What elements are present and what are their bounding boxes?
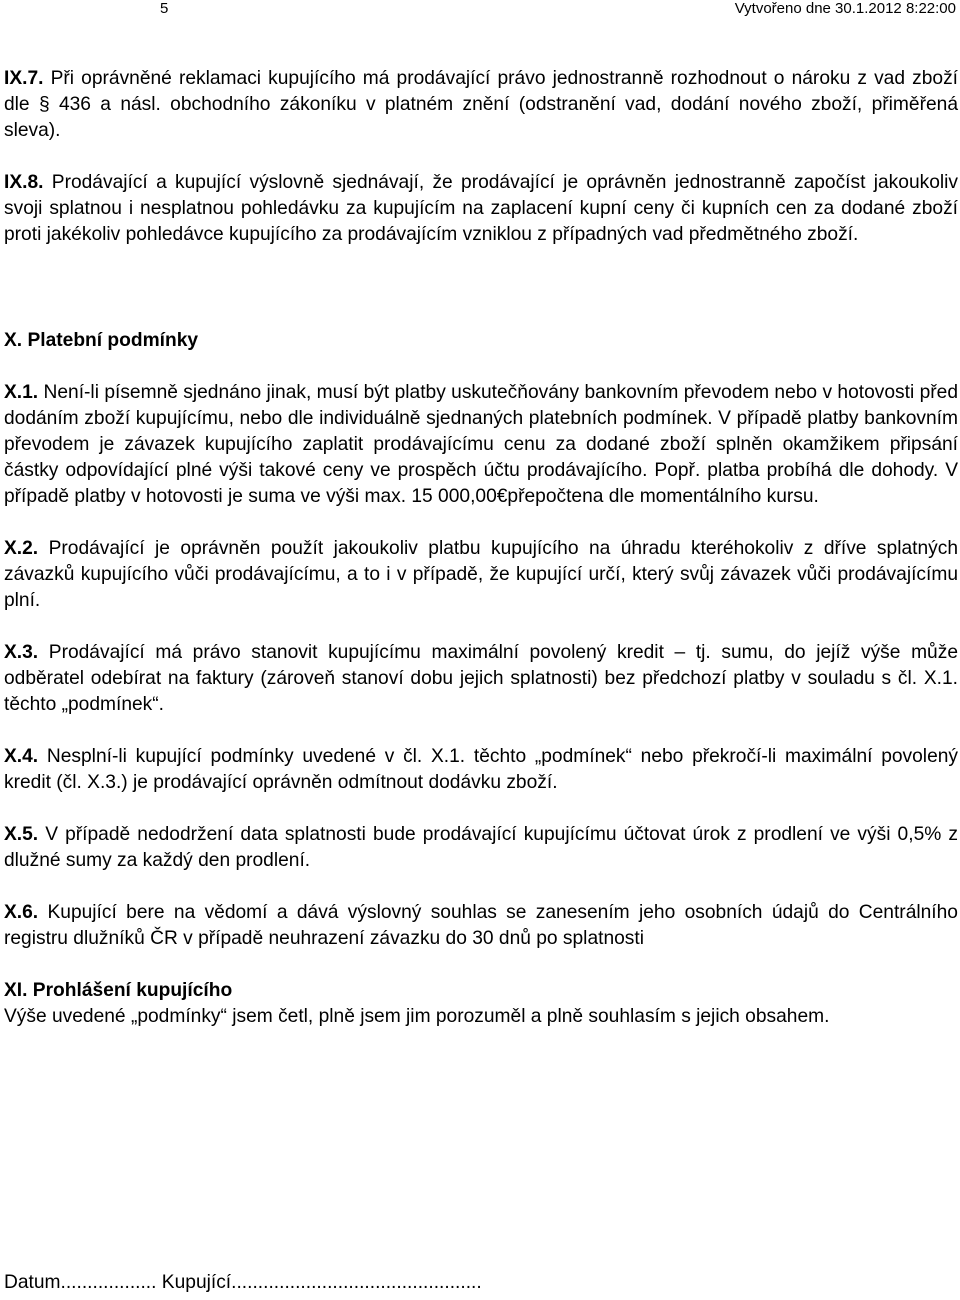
paragraph-x-3 (4, 640, 958, 718)
paragraph-text: Kupující bere na vědomí a dává výslovný souhlas se zanesením jeho osobních údajů do Centrálního registru dlužníků ČR v případě neuhrazení závazku do 30 dnů po splatnosti (4, 902, 958, 949)
paragraph-label: IX.7. (4, 68, 44, 89)
created-date: Vytvořeno dne 30.1.2012 8:22:00 (734, 0, 956, 17)
paragraph-ix-8 (4, 170, 958, 248)
paragraph-text: V případě nedodržení data splatnosti bude prodávající kupujícímu účtovat úrok z prodlení ve výši 0,5% z dlužné sumy za každý den prodlení. (4, 824, 958, 871)
section-heading-xi: XI. Prohlášení kupujícího (4, 980, 233, 1001)
paragraph-x-4 (4, 744, 958, 796)
section-heading-x: X. Platební podmínky (4, 330, 199, 351)
paragraph-xi: Výše uvedené „podmínky“ jsem četl, plně jsem jim porozuměl a plně souhlasím s jejich obsahem. (4, 1006, 830, 1027)
paragraph-x-6 (4, 900, 958, 952)
paragraph-label: X.6. (4, 902, 39, 923)
paragraph-label: X.4. (4, 746, 39, 767)
document-body (4, 66, 958, 1030)
page-header (0, 0, 960, 24)
paragraph-x-2 (4, 536, 958, 614)
paragraph-ix-7 (4, 66, 958, 144)
page-number: 5 (160, 0, 169, 17)
paragraph-label: X.5. (4, 824, 39, 845)
signature-line: Datum.................. Kupující............................................... (4, 1272, 482, 1293)
paragraph-x-5 (4, 822, 958, 874)
paragraph-label: IX.8. (4, 172, 44, 193)
paragraph-text: Při oprávněné reklamaci kupujícího má prodávající právo jednostranně rozhodnout o nároku z vad zboží dle § 436 a násl. obchodního zákoníku v platném znění (odstranění vad, dodání nového zboží, přiměřená sleva). (4, 68, 958, 141)
paragraph-text: Prodávající má právo stanovit kupujícímu maximální povolený kredit – tj. sumu, do jejíž výše může odběratel odebírat na faktury (zároveň stanoví dobu jejich splatnosti) bez předchozí platby v souladu s čl. X.1. těchto „podmínek“. (4, 642, 958, 715)
paragraph-label: X.2. (4, 538, 39, 559)
paragraph-text: Nesplní-li kupující podmínky uvedené v čl. X.1. těchto „podmínek“ nebo překročí-li maximální povolený kredit (čl. X.3.) je prodávající oprávněn odmítnout dodávku zboží. (4, 746, 958, 793)
paragraph-text: Není-li písemně sjednáno jinak, musí být platby uskutečňovány bankovním převodem nebo v hotovosti před dodáním zboží kupujícímu, nebo dle individuálně sjednaných platebních podmínek. V případě platby bankovním převodem je závazek kupujícího zaplatit prodávajícímu cenu za dodané zboží splněn okamžikem připsání částky odpovídající plné výši takové ceny ve prospěch účtu prodávajícího. Popř. platba probíhá dle dohody. V případě platby v hotovosti je suma ve výši max. 15 000,00€přepočtena dle momentálního kursu. (4, 382, 958, 507)
paragraph-text: Prodávající je oprávněn použít jakoukoliv platbu kupujícího na úhradu kteréhokoliv z dříve splatných závazků kupujícího vůči prodávajícímu, a to i v případě, že kupující určí, který svůj závazek vůči prodávajícímu plní. (4, 538, 958, 611)
paragraph-label: X.1. (4, 382, 39, 403)
paragraph-text: Prodávající a kupující výslovně sjednávají, že prodávající je oprávněn jednostranně započíst jakoukoliv svoji splatnou i nesplatnou pohledávku za kupujícím na zaplacení kupní ceny či kupních cen za dodané zboží proti jakékoliv pohledávce kupujícího za prodávajícím vzniklou z případných vad předmětného zboží. (4, 172, 958, 245)
paragraph-x-1 (4, 380, 958, 510)
paragraph-label: X.3. (4, 642, 39, 663)
